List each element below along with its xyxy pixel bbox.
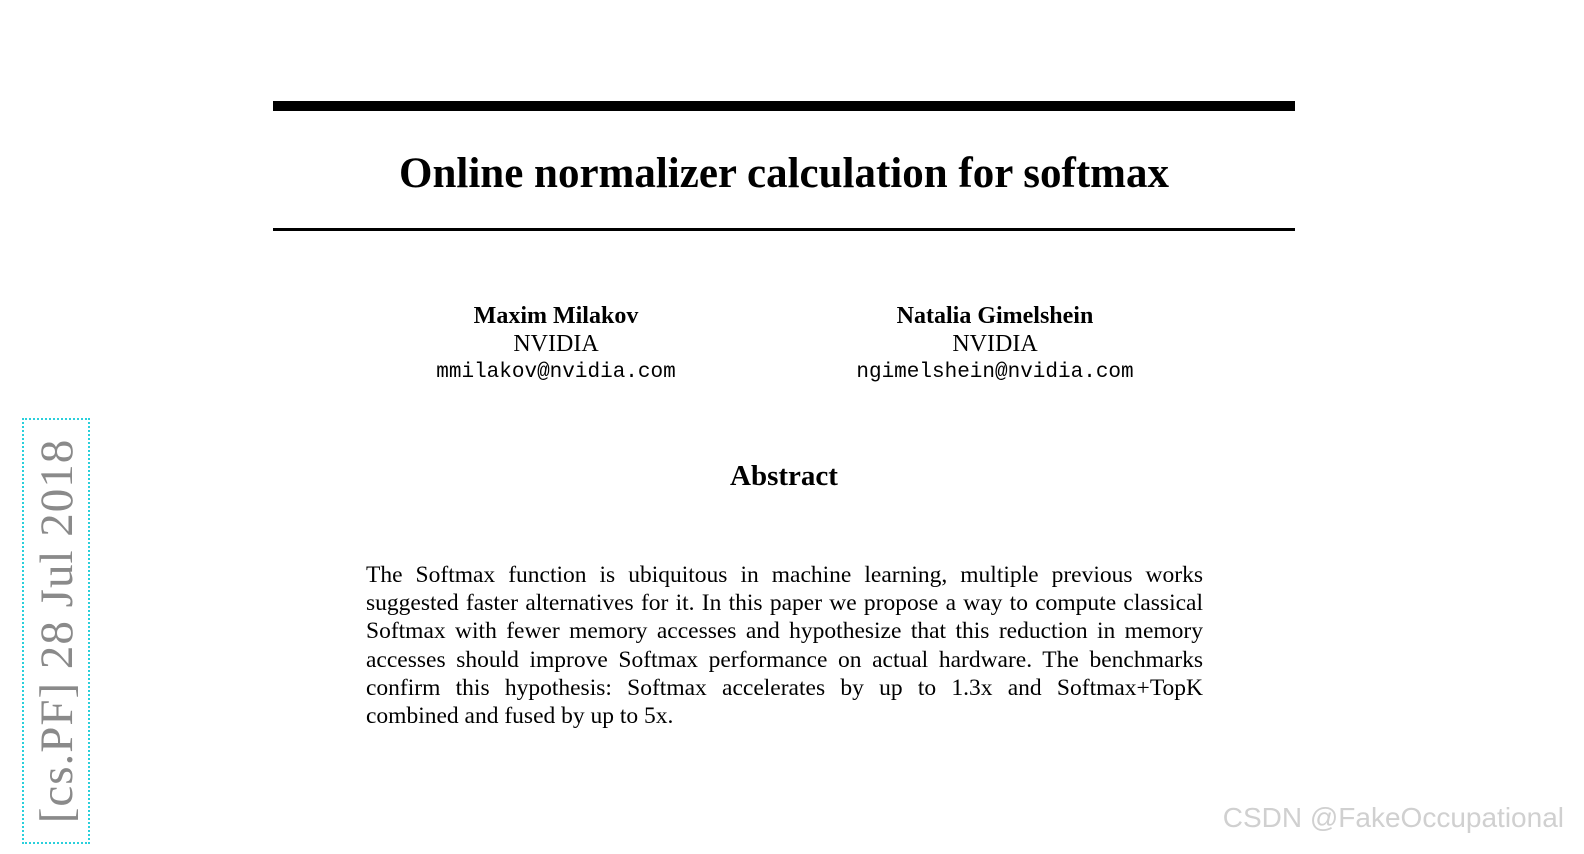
arxiv-margin-stamp-text: [cs.PF] 28 Jul 2018: [31, 438, 83, 824]
author-affiliation: NVIDIA: [952, 331, 1038, 357]
author-block-1: [346, 302, 766, 388]
author-affiliation: NVIDIA: [513, 331, 599, 357]
author-email: ngimelshein@nvidia.com: [856, 361, 1134, 384]
author-email: mmilakov@nvidia.com: [436, 361, 676, 384]
author-name: Maxim Milakov: [473, 303, 639, 329]
title-bottom-rule: [273, 228, 1295, 231]
title-top-rule: [273, 101, 1295, 111]
author-block-2: [785, 302, 1205, 388]
abstract-text: The Softmax function is ubiquitous in machine learning, multiple previous works suggested faster alternatives for it. In this paper we propose a way to compute classical Softmax with fewer memory accesses and hypothesize that this reduction in memory accesses should improve Softmax performance on actual hardware. The benchmarks confirm this hypothesis: Softmax accelerates by up to 1.3x and Softmax+TopK combined and fused by up to 5x.: [366, 562, 1203, 730]
abstract-heading: Abstract: [730, 460, 838, 492]
author-name: Natalia Gimelshein: [896, 303, 1094, 329]
watermark: CSDN @FakeOccupational: [1222, 802, 1564, 833]
paper-title: Online normalizer calculation for softmax: [399, 150, 1169, 197]
